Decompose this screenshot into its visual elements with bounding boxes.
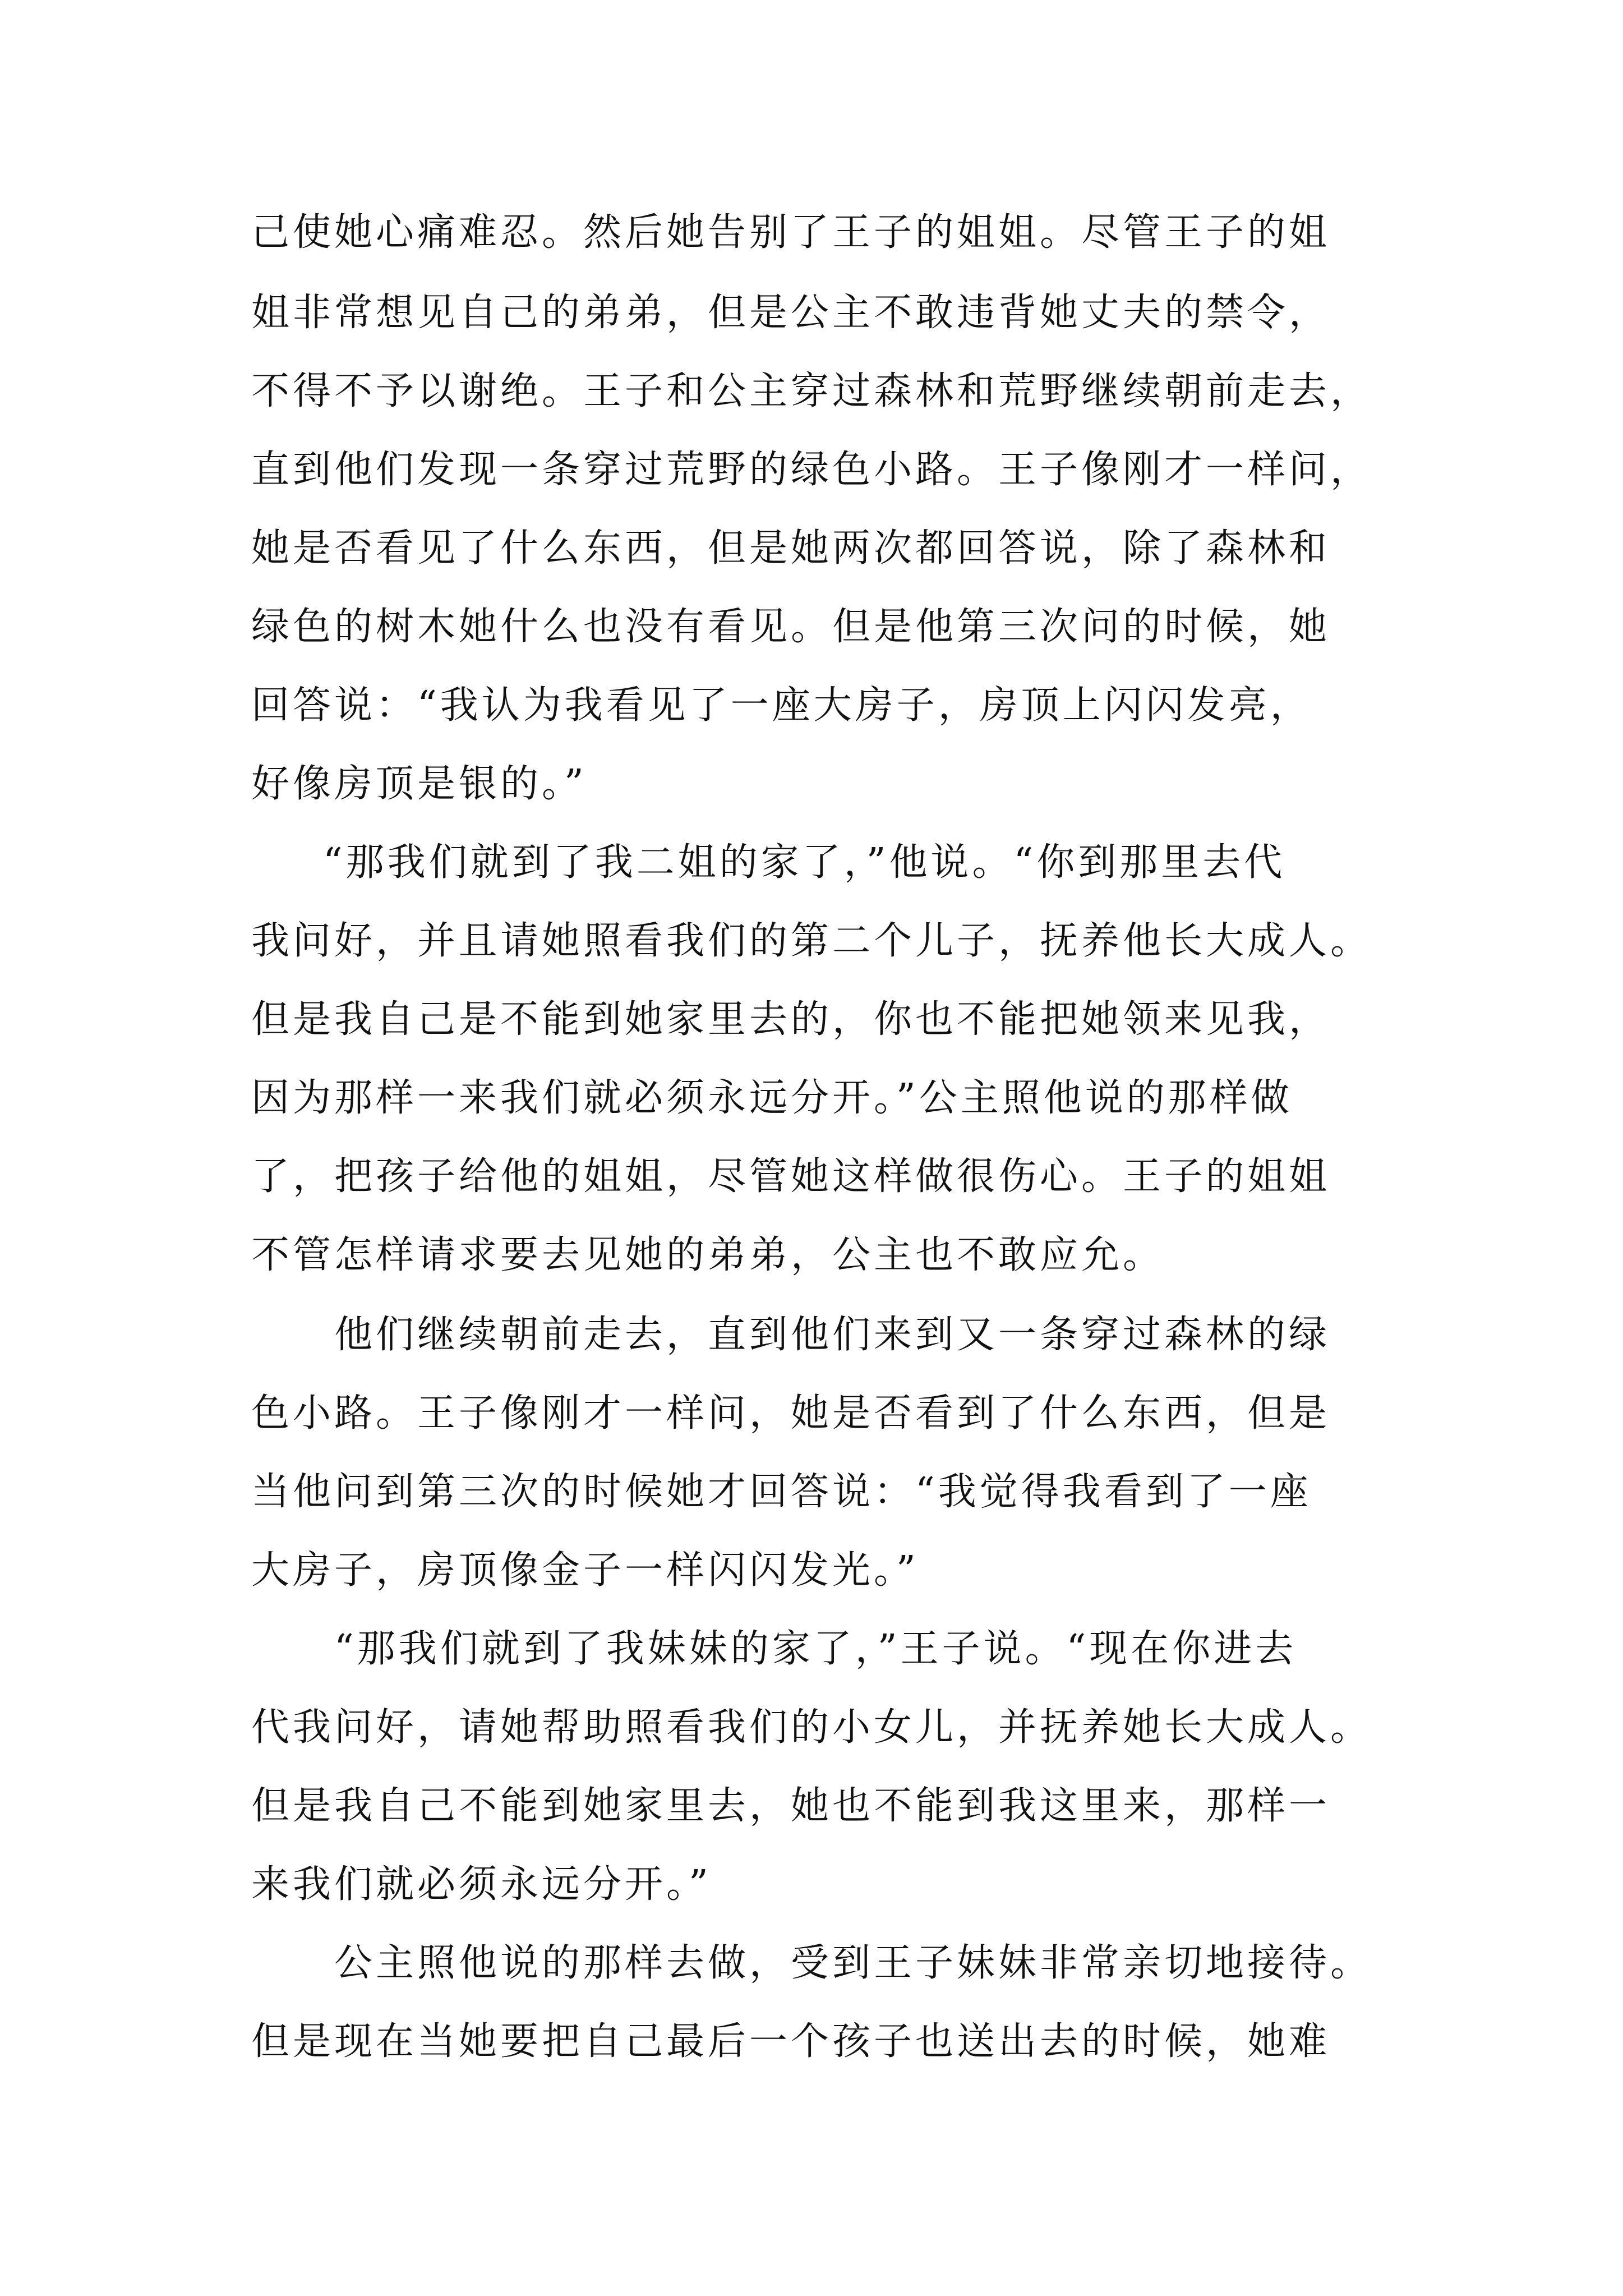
text-line: 直到他们发现一条穿过荒野的绿色小路。王子像刚才一样问， [251, 448, 1372, 492]
text-line: 绿色的树木她什么也没有看见。但是他第三次问的时候，她 [251, 605, 1331, 649]
text-line: 来我们就必须永远分开。” [251, 1862, 712, 1907]
text-line: 我问好，并且请她照看我们的第二个儿子，抚养他长大成人。 [251, 919, 1372, 963]
text-line: 但是我自己是不能到她家里去的，你也不能把她领来见我， [251, 997, 1331, 1042]
text-line: 公主照他说的那样去做，受到王子妹妹非常亲切地接待。 [334, 1941, 1372, 1985]
text-line: 了，把孩子给他的姐姐，尽管她这样做很伤心。王子的姐姐 [251, 1154, 1331, 1199]
text-line: 好像房顶是银的。” [251, 762, 587, 806]
text-line: 但是现在当她要把自己最后一个孩子也送出去的时候，她难 [251, 2019, 1331, 2064]
text-line: 大房子，房顶像金子一样闪闪发光。” [251, 1548, 919, 1593]
text-line: 色小路。王子像刚才一样问，她是否看到了什么东西，但是 [251, 1391, 1331, 1435]
text-line: “那我们就到了我妹妹的家了，”王子说。“现在你进去 [334, 1627, 1297, 1671]
text-line: 姐非常想见自己的弟弟，但是公主不敢违背她丈夫的禁令， [251, 291, 1331, 335]
text-line: 不管怎样请求要去见她的弟弟，公主也不敢应允。 [251, 1233, 1165, 1277]
text-line: 因为那样一来我们就必须永远分开。”公主照他说的那样做 [251, 1076, 1293, 1120]
text-line: 代我问好，请她帮助照看我们的小女儿，并抚养她长大成人。 [251, 1705, 1372, 1750]
text-line: 己使她心痛难忍。然后她告别了王子的姐姐。尽管王子的姐 [251, 210, 1331, 255]
text-line: 不得不予以谢绝。王子和公主穿过森林和荒野继续朝前走去， [251, 369, 1372, 413]
text-line: 她是否看见了什么东西，但是她两次都回答说，除了森林和 [251, 526, 1331, 570]
text-line: 回答说：“我认为我看见了一座大房子，房顶上闪闪发亮， [251, 683, 1312, 728]
text-line: 但是我自己不能到她家里去，她也不能到我这里来，那样一 [251, 1784, 1331, 1828]
text-line: “那我们就到了我二姐的家了，”他说。“你到那里去代 [323, 840, 1286, 885]
text-line: 他们继续朝前走去，直到他们来到又一条穿过森林的绿 [334, 1313, 1331, 1357]
text-line: 当他问到第三次的时候她才回答说：“我觉得我看到了一座 [251, 1470, 1312, 1514]
